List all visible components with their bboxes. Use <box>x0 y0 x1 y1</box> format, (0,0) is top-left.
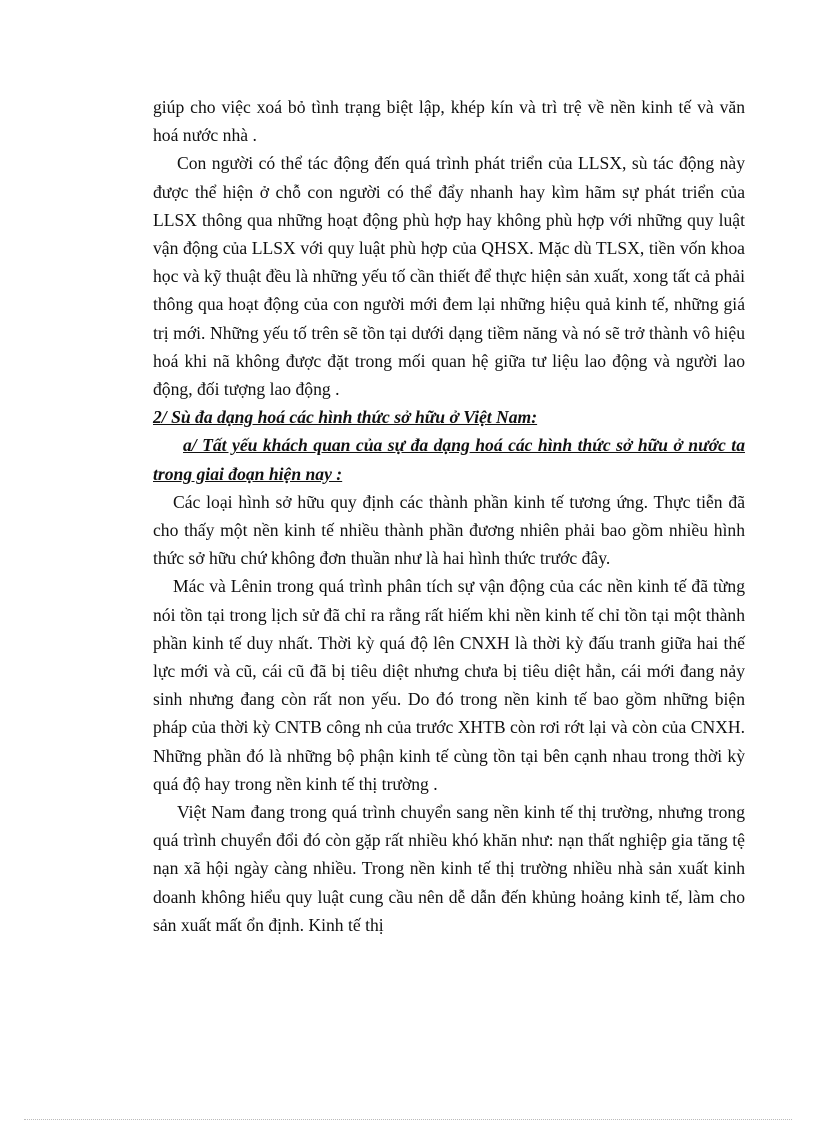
page-bottom-rule <box>24 1119 792 1120</box>
paragraph-marx-lenin: Mác và Lênin trong quá trình phân tích sự vận động của các nền kinh tế đã từng nói tồn tại trong lịch sử đã chỉ ra rằng rất hiếm khi nền kinh tế chỉ tồn tại một thành phần kinh tế duy nhất. Thời kỳ quá độ lên CNXH là thời kỳ đấu tranh giữa hai thế lực mới và cũ, cái cũ đã bị tiêu diệt nhưng chưa bị tiêu diệt hẳn, cái mới đang nảy sinh nhưng đang còn rất non yếu. Do đó trong nền kinh tế bao gồm những biện pháp của thời kỳ CNTB công nh của trước XHTB còn rơi rớt lại và còn của CNXH. Những phần đó là những bộ phận kinh tế cùng tồn tại bên cạnh nhau trong thời kỳ quá độ hay trong nền kinh tế thị trường . <box>153 576 745 794</box>
paragraph-vietnam-transition: Việt Nam đang trong quá trình chuyển sang nền kinh tế thị trường, nhưng trong quá trình chuyển đổi đó còn gặp rất nhiều khó khăn như: nạn thất nghiệp gia tăng tệ nạn xã hội ngày càng nhiều. Trong nền kinh tế thị trường nhiều nhà sản xuất kinh doanh không hiểu quy luật cung cầu nên dễ dẫn đến khủng hoảng kinh tế, làm cho sản xuất mất ổn định. Kinh tế thị <box>153 802 745 935</box>
paragraph-ownership-types: Các loại hình sở hữu quy định các thành phần kinh tế tương ứng. Thực tiễn đã cho thấy một nền kinh tế nhiều thành phần đương nhiên phải bao gồm nhiều hình thức sở hữu chứ không đơn thuần như là hai hình thức trước đây. <box>153 491 745 569</box>
section-heading: 2/ Sù đa dạng hoá các hình thức sở hữu ở Việt Nam: <box>153 407 538 428</box>
paragraph-human-impact: Con người có thể tác động đến quá trình phát triển của LLSX, sù tác động này được thể hiện ở chỗ con người có thể đẩy nhanh hay kìm hãm sự phát triển của LLSX thông qua những hoạt động phù hợp hay không phù hợp với những quy luật vận động của LLSX với quy luật phù hợp của QHSX. Mặc dù TLSX, tiền vốn khoa học và kỹ thuật đều là những yếu tố cần thiết để thực hiện sản xuất, xong tất cả phải thông qua hoạt động của con người mới đem lại những hiệu quả kinh tế, những giá trị mới. Những yếu tố trên sẽ tồn tại dưới dạng tiềm năng và nó sẽ trở thành vô hiệu hoá khi nã không được đặt trong mối quan hệ giữa tư liệu lao động và người lao động, đối tượng lao động . <box>153 153 745 400</box>
document-body <box>153 93 745 939</box>
subsection-heading: a/ Tất yếu khách quan của sự đa dạng hoá các hình thức sở hữu ở nước ta trong giai đoạn hiện nay : <box>153 435 745 484</box>
paragraph-continued: giúp cho việc xoá bỏ tình trạng biệt lập, khép kín và trì trệ về nền kinh tế và văn hoá nước nhà . <box>153 97 745 146</box>
